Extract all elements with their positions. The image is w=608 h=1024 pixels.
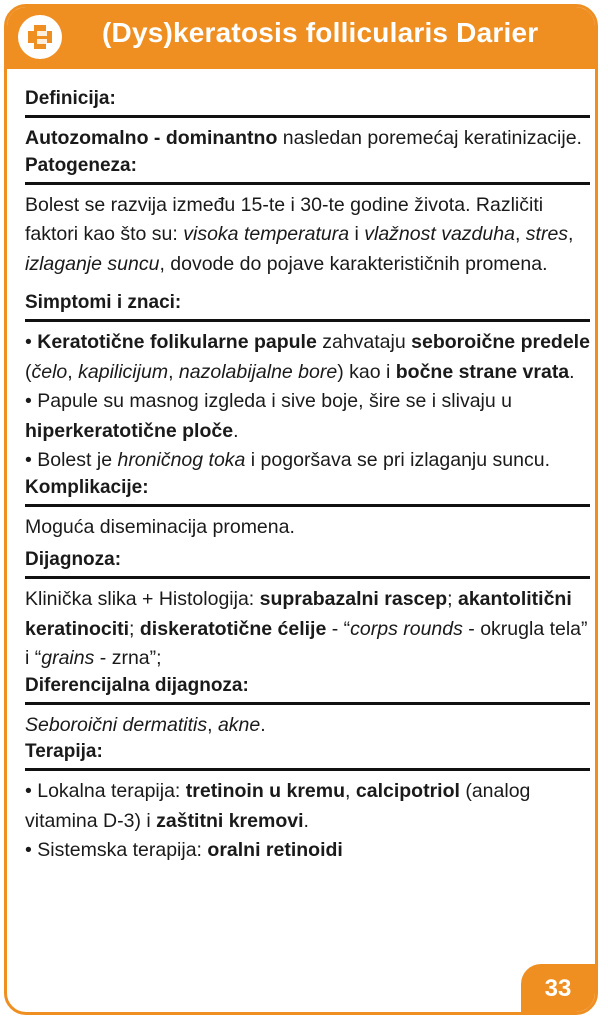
section-definicija — [25, 87, 590, 154]
body-text: , — [168, 360, 179, 383]
body-text: , — [514, 223, 526, 245]
italic-text: nazolabijalne bore — [178, 360, 338, 383]
italic-text: hroničnog toka — [117, 449, 246, 471]
section-title: Dijagnoza: — [25, 548, 590, 579]
body-text: Klinička slika + Histologija: — [25, 588, 260, 610]
body-text: - “ — [326, 617, 351, 640]
body-text: , dovode do pojave karakterističnih promena. — [159, 252, 548, 275]
section-diferencijalna — [25, 674, 590, 741]
bullet-item — [25, 387, 590, 446]
body-text: nasledan poremećaj keratinizacije. — [277, 127, 582, 149]
italic-text: corps rounds — [350, 617, 463, 640]
section-body — [25, 322, 590, 476]
italic-text: izlaganje suncu — [25, 252, 160, 275]
italic-text: akne — [217, 713, 261, 736]
bullet-item — [25, 446, 590, 476]
bold-text: akantolitični keratinociti — [25, 588, 572, 640]
body-text: . — [303, 809, 309, 832]
body-text: Bolest se razvija između 15-te i 30-te godine života. Različiti faktori kao što su: — [25, 193, 544, 245]
bold-text: Keratotične folikularne papule — [37, 331, 317, 353]
bold-text: Autozomalno - dominantno — [25, 127, 278, 149]
body-text: - zrna”; — [94, 647, 162, 669]
body-text: - okrugla tela” i “ — [25, 617, 588, 669]
body-text: , — [345, 780, 356, 802]
section-title: Komplikacije: — [25, 476, 590, 507]
section-terapija — [25, 740, 590, 866]
bold-text: calcipotriol — [355, 780, 460, 802]
body-text: , — [207, 713, 218, 736]
page-number-badge: 33 — [521, 964, 595, 1012]
body-text: • Sistemska terapija: — [25, 839, 208, 861]
bold-text: tretinoin u kremu — [185, 780, 346, 802]
bold-text: seboroične predele — [411, 331, 590, 353]
body-text: Moguća diseminacija promena. — [25, 515, 295, 538]
section-body — [25, 185, 590, 280]
section-title: Patogeneza: — [25, 154, 590, 185]
section-body — [25, 771, 590, 866]
bullet: • — [25, 331, 38, 353]
section-dijagnoza — [25, 548, 590, 674]
body-text: ; — [129, 617, 140, 640]
body-text: • Papule su masnog izgleda i sive boje, šire se i slivaju u — [25, 390, 512, 412]
medical-cross-logo-icon — [18, 15, 62, 59]
section-patogeneza — [25, 154, 590, 280]
italic-text: stres — [525, 223, 569, 245]
body-text: . — [260, 713, 266, 736]
bullet-item — [25, 836, 590, 866]
section-title: Diferencijalna dijagnoza: — [25, 674, 590, 705]
body-text: i pogoršava se pri izlaganju suncu. — [245, 449, 550, 471]
bold-text: zaštitni kremovi — [156, 809, 304, 832]
section-simptomi — [25, 291, 590, 476]
bold-text: oralni retinoidi — [207, 839, 343, 861]
italic-text: visoka temperatura — [183, 223, 350, 245]
bold-text: suprabazalni rascep — [259, 588, 448, 610]
section-body — [25, 507, 590, 543]
italic-text: grains — [41, 647, 95, 669]
body-text: , — [67, 360, 79, 383]
body-text: ) kao i — [337, 360, 396, 383]
body-text: . — [233, 419, 239, 442]
italic-text: Seboroični dermatitis — [25, 713, 208, 736]
body-text: ( — [25, 360, 32, 383]
bullet-item — [25, 777, 590, 836]
italic-text: kapilicijum — [78, 360, 169, 383]
section-body — [25, 705, 590, 741]
header-bar — [7, 7, 595, 69]
section-komplikacije — [25, 476, 590, 543]
body-text: zahvataju — [316, 331, 412, 353]
bold-text: hiperkeratotične ploče — [25, 419, 234, 442]
content — [25, 87, 590, 866]
body-text: . — [569, 360, 575, 383]
italic-text: vlažnost vazduha — [364, 223, 515, 245]
page-title: (Dys)keratosis follicularis Darier — [102, 17, 539, 48]
body-text: ; — [447, 588, 458, 610]
bullet-item — [25, 328, 590, 387]
bold-text: diskeratotične ćelije — [139, 617, 327, 640]
body-text: (analog vitamina D-3) i — [25, 780, 531, 832]
card — [4, 4, 598, 1015]
body-text: • Lokalna terapija: — [25, 780, 186, 802]
section-title: Terapija: — [25, 740, 590, 771]
section-body — [25, 118, 590, 154]
body-text: • Bolest je — [25, 449, 118, 471]
body-text: , — [568, 223, 574, 245]
section-title: Definicija: — [25, 87, 590, 118]
bold-text: bočne strane vrata — [395, 360, 570, 383]
body-text: i — [349, 223, 365, 245]
italic-text: čelo — [31, 360, 68, 383]
section-title: Simptomi i znaci: — [25, 291, 590, 322]
section-body — [25, 579, 590, 674]
